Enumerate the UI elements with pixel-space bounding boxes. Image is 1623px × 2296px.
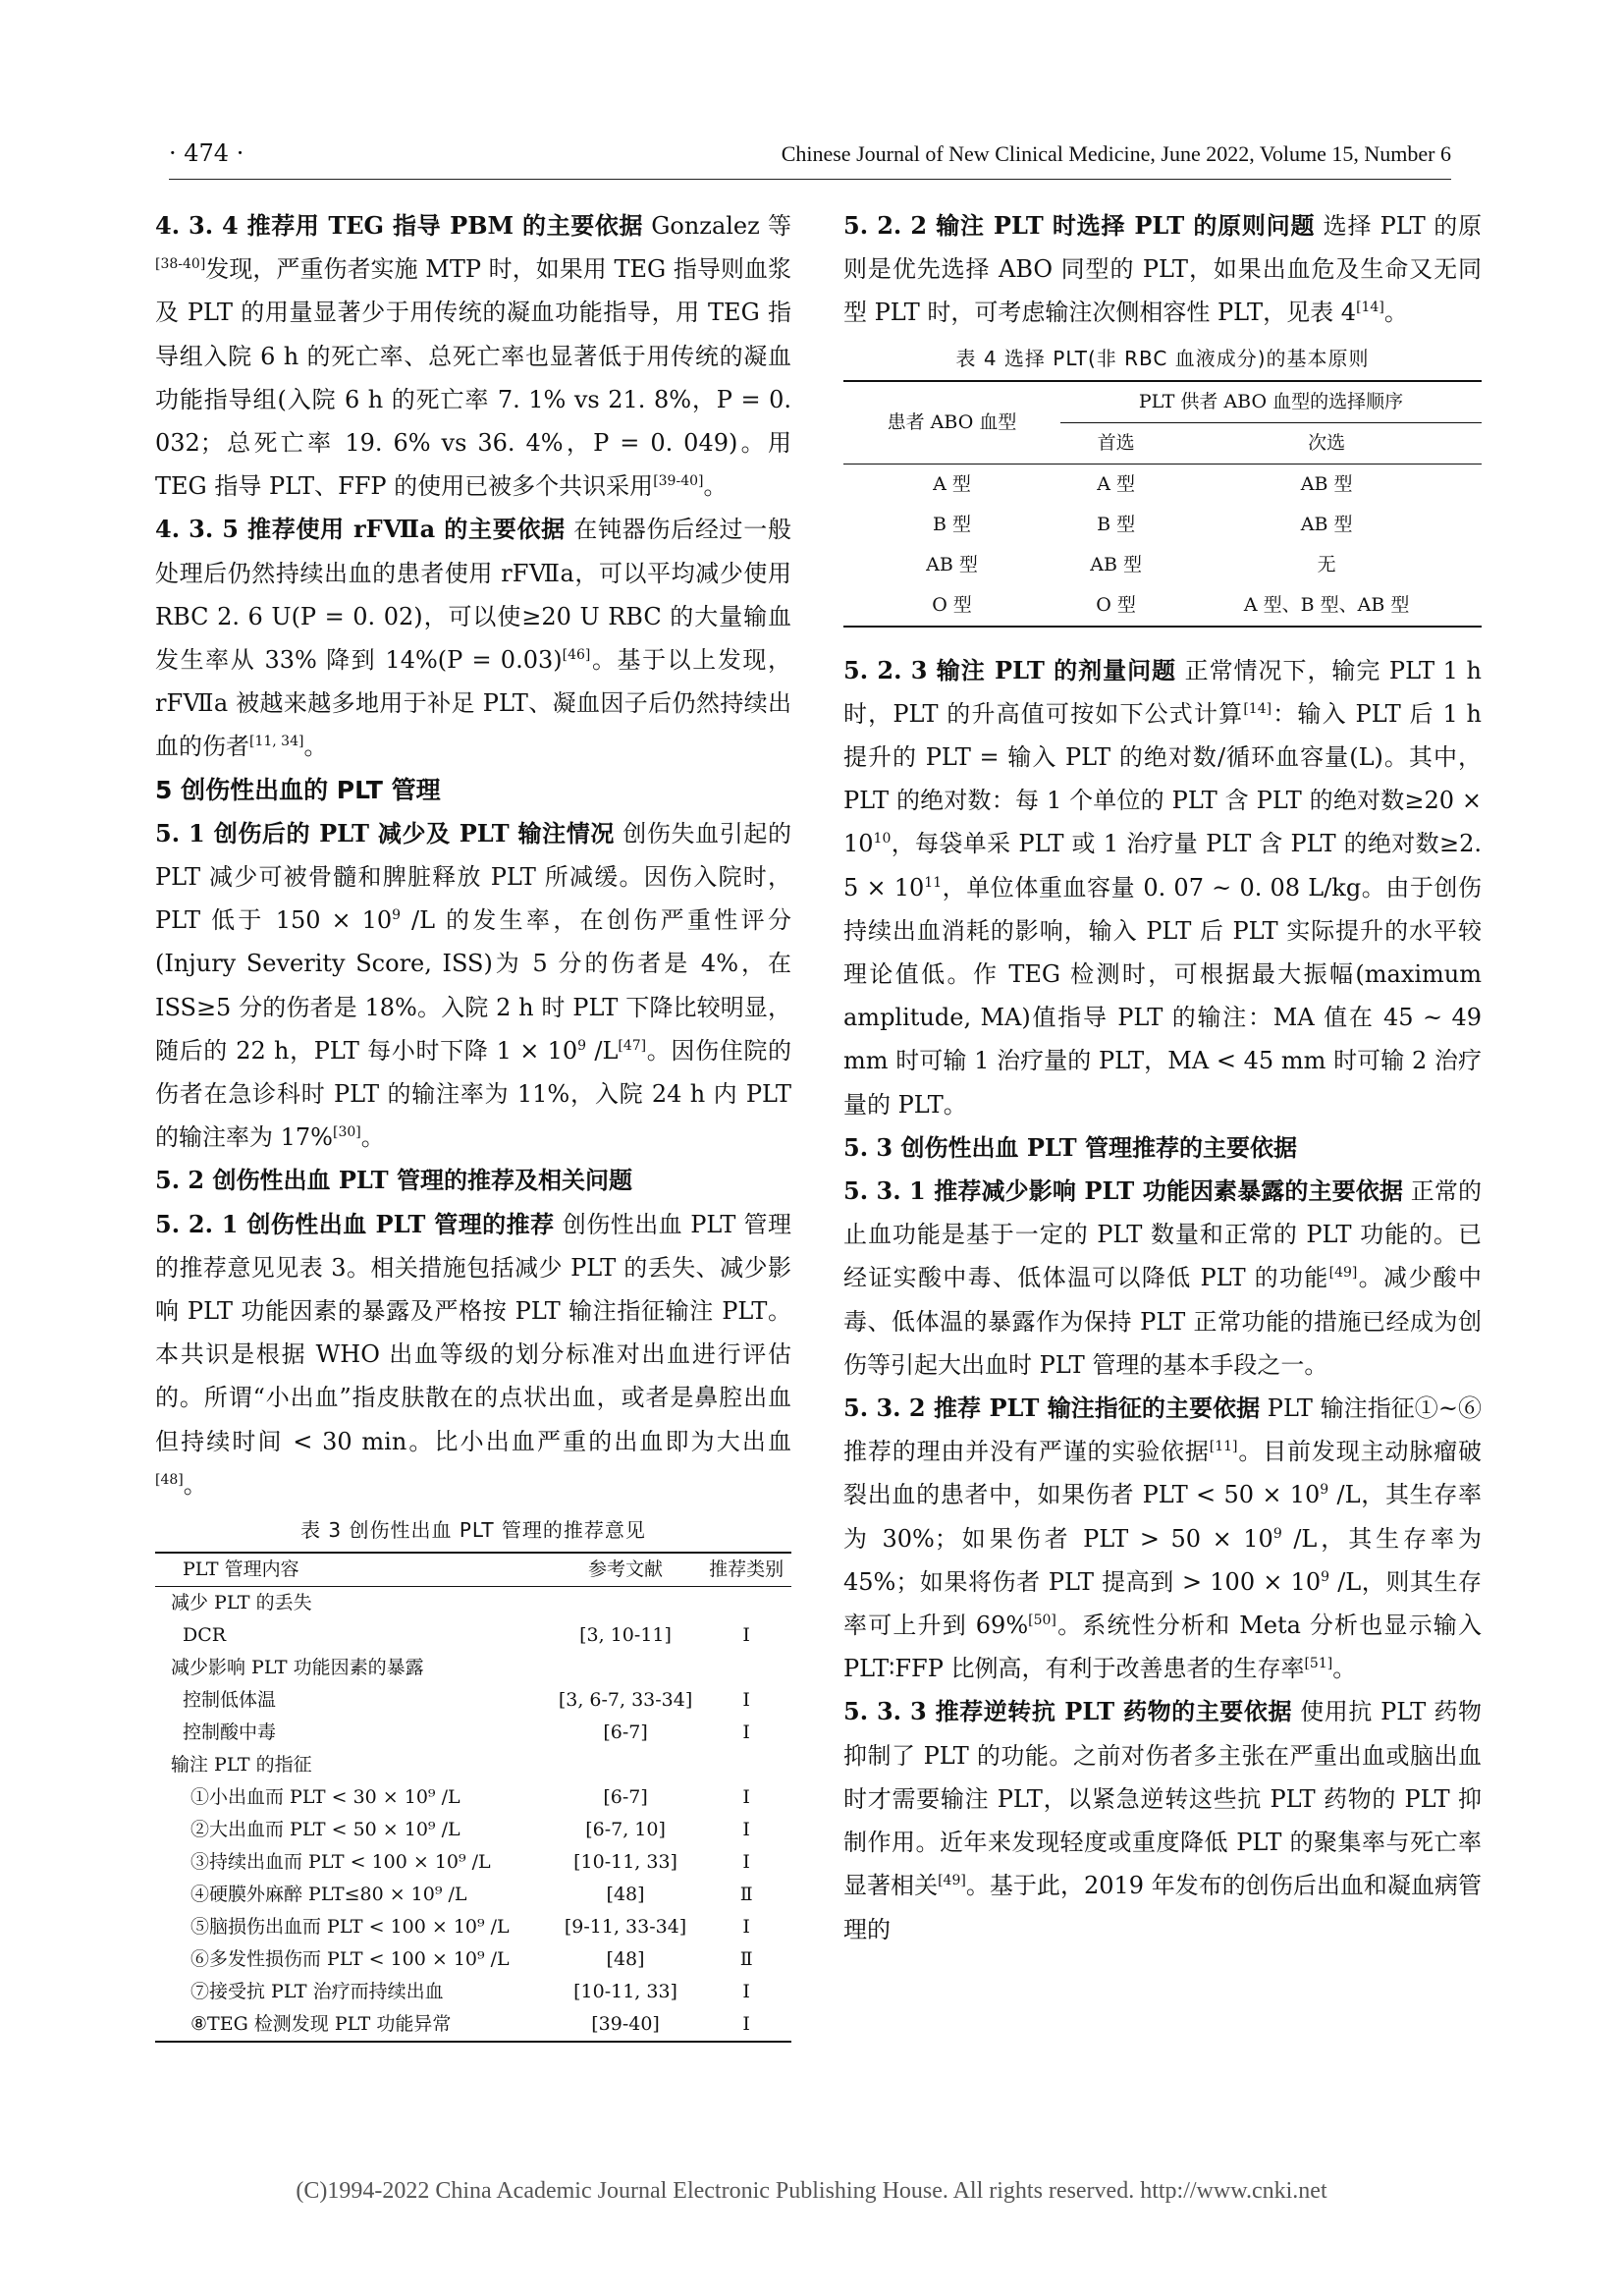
citation: [14] — [1243, 700, 1272, 717]
table-cell-reference — [550, 1652, 702, 1684]
paragraph-5-3-3 — [843, 1690, 1482, 1950]
table-cell-class: Ⅰ — [742, 1786, 750, 1809]
table-4 — [843, 380, 1482, 628]
table-cell-second-choice: AB 型 — [1300, 513, 1353, 535]
table-row — [843, 505, 1482, 545]
table-cell-reference: [48] — [606, 1884, 645, 1906]
paragraph-5-2-3 — [843, 649, 1482, 1126]
paragraph-4-3-5 — [155, 508, 791, 768]
table-cell-class: Ⅰ — [742, 1689, 750, 1712]
text: 。 — [360, 1123, 385, 1152]
superscript: 11 — [924, 874, 943, 891]
paragraph-5-3-1 — [843, 1170, 1482, 1387]
left-column — [155, 204, 791, 2043]
table-cell-reference: [6-7] — [603, 1786, 648, 1809]
table-cell-item: DCR — [183, 1624, 227, 1647]
citation: [51] — [1304, 1656, 1333, 1672]
text: /L — [586, 1036, 619, 1065]
table-cell-patient-type: AB 型 — [926, 553, 978, 575]
column-header: PLT 管理内容 — [155, 1553, 550, 1587]
text: 。 — [703, 472, 728, 501]
table-cell-class: Ⅰ — [742, 2013, 750, 2036]
subsection-heading: 5. 3. 3 推荐逆转抗 PLT 药物的主要依据 — [843, 1697, 1293, 1726]
citation: [49] — [938, 1873, 966, 1889]
table-cell-first-choice: B 型 — [1097, 513, 1136, 535]
table-cell-patient-type: A 型 — [933, 472, 971, 495]
table-row — [155, 1879, 791, 1911]
table-cell-reference: [39-40] — [591, 2013, 660, 2036]
text: 在钝器伤后经过一般处理后仍然持续出血的患者使用 rFⅦa，可以平均减少使用 RBC 2. 6 U(P = 0. 02)，可以使≥20 U RBC 的大量输血发生率从 33% 降到 14%(P = 0.03) — [155, 516, 791, 675]
column-header: 患者 ABO 血型 — [843, 381, 1060, 465]
table-cell-item: 输注 PLT 的指征 — [171, 1754, 312, 1777]
subsection-heading: 5. 3. 1 推荐减少影响 PLT 功能因素暴露的主要依据 — [843, 1176, 1403, 1206]
text: 正常情况下，输完 PLT 1 h 时，PLT 的升高值可按如下公式计算 — [843, 656, 1482, 728]
table-cell-item: ④硬膜外麻醉 PLT≤80 × 10⁹ /L — [190, 1884, 467, 1906]
text: 。基于此，2019 年发布的创伤后出血和凝血病管理的 — [843, 1872, 1482, 1943]
table-row — [155, 1911, 791, 1943]
table-cell-item: ⑤脑损伤出血而 PLT < 100 × 10⁹ /L — [190, 1916, 510, 1939]
subsection-heading: 5. 1 创伤后的 PLT 减少及 PLT 输注情况 — [155, 818, 616, 847]
superscript: 9 — [392, 907, 402, 924]
text: 。 — [1383, 299, 1408, 327]
table-row — [155, 1749, 791, 1781]
table-cell-class: Ⅱ — [739, 1948, 753, 1971]
citation: [38-40] — [155, 256, 206, 273]
table-cell-class: Ⅰ — [742, 1851, 750, 1874]
citation: [11] — [1209, 1439, 1238, 1455]
table-cell-class — [701, 1587, 791, 1620]
table-cell-class: Ⅰ — [742, 1624, 750, 1647]
table-row — [155, 1619, 791, 1652]
text: 。因伤住院的伤者在急诊科时 PLT 的输注率为 11%，入院 24 h 内 PLT 的输注率为 17% — [155, 1036, 792, 1152]
table-cell-class: Ⅰ — [742, 1819, 750, 1841]
table-3-caption: 表 3 创伤性出血 PLT 管理的推荐意见 — [300, 1518, 646, 1543]
table-4-caption: 表 4 选择 PLT(非 RBC 血液成分)的基本原则 — [955, 346, 1370, 370]
table-cell-item: ⑦接受抗 PLT 治疗而持续出血 — [190, 1981, 444, 2003]
paragraph-5-1 — [155, 812, 791, 1160]
table-cell-first-choice: O 型 — [1096, 593, 1136, 616]
table-cell-reference: [3, 10-11] — [579, 1624, 672, 1647]
subsection-heading: 5. 3. 2 推荐 PLT 输注指征的主要依据 — [843, 1394, 1261, 1423]
paragraph-4-3-4 — [155, 204, 791, 508]
superscript: 9 — [1320, 1482, 1329, 1499]
page-header — [169, 139, 1451, 180]
text: Gonzalez 等 — [643, 212, 792, 240]
subsection-heading-5-3: 5. 3 创伤性出血 PLT 管理推荐的主要依据 — [843, 1132, 1297, 1162]
table-cell-item: 控制低体温 — [183, 1689, 277, 1712]
superscript: 10 — [873, 831, 892, 847]
superscript: 9 — [1321, 1568, 1330, 1585]
table-row — [155, 1846, 791, 1879]
table-cell-reference: [3, 6-7, 33-34] — [558, 1689, 693, 1712]
column-group-header: PLT 供者 ABO 血型的选择顺序 — [1060, 381, 1482, 423]
column-header: 参考文献 — [550, 1553, 702, 1587]
table-row — [155, 1587, 791, 1620]
text: 创伤失血引起的 PLT 减少可被骨髓和脾脏释放 PLT 所减缓。因伤入院时，PLT 低于 150 × 10 — [155, 819, 791, 935]
table-cell-patient-type: B 型 — [932, 513, 971, 535]
column-header: 首选 — [1060, 422, 1171, 464]
text: 。目前发现主动脉瘤破裂出血的患者中，如果伤者 PLT < 50 × 10 — [843, 1438, 1482, 1509]
table-cell-class — [701, 1749, 791, 1781]
text: ：输入 PLT 后 1 h 提升的 PLT = 输入 PLT 的绝对数/循环血容量(L)。其中，PLT 的绝对数：每 1 个单位的 PLT 含 PLT 的绝对数≥20 × 10 — [843, 699, 1482, 858]
page-number: · 474 · — [169, 139, 244, 167]
table-header-row — [155, 1553, 791, 1587]
table-cell-item: 减少影响 PLT 功能因素的暴露 — [171, 1657, 424, 1679]
table-cell-first-choice: A 型 — [1097, 472, 1135, 495]
table-cell-reference — [550, 1749, 702, 1781]
table-cell-reference: [48] — [606, 1948, 645, 1971]
table-cell-reference: [10-11, 33] — [573, 1851, 677, 1874]
table-cell-item: ①小出血而 PLT < 30 × 10⁹ /L — [190, 1786, 460, 1809]
text: ，每袋单采 PLT 或 1 治疗量 PLT 含 PLT 的绝对数≥2. 5 × 10 — [843, 830, 1482, 902]
copyright-footer: (C)1994-2022 China Academic Journal Electronic Publishing House. All rights reserved. http://www.cnki.net — [296, 2178, 1327, 2204]
table-row — [155, 1943, 791, 1976]
superscript: 9 — [1272, 1525, 1282, 1542]
text: ，单位体重血容量 0. 07 ~ 0. 08 L/kg。由于创伤持续出血消耗的影响，输入 PLT 后 PLT 实际提升的水平较理论值低。作 TEG 检测时，可根据最大振幅(maximum amplitude, MA)值指导 PLT 的输注：MA 值在 45 ~ 49 mm 时可输 1 治疗量的 PLT，MA < 45 mm 时可输 2 治疗量的 PLT。 — [843, 873, 1482, 1119]
subsection-heading: 4. 3. 4 推荐用 TEG 指导 PBM 的主要依据 — [155, 211, 643, 240]
citation: [46] — [562, 647, 591, 664]
superscript: 9 — [577, 1037, 587, 1054]
table-cell-item: ⑧TEG 检测发现 PLT 功能异常 — [190, 2013, 452, 2036]
journal-citation: Chinese Journal of New Clinical Medicine, June 2022, Volume 15, Number 6 — [781, 141, 1451, 166]
table-row — [155, 1814, 791, 1846]
subsection-heading: 5. 2. 2 输注 PLT 时选择 PLT 的原则问题 — [843, 211, 1316, 240]
text: 选择 PLT 的原则是优先选择 ABO 同型的 PLT，如果出血危及生命又无同型 PLT 时，可考虑输注次侧相容性 PLT，见表 4 — [843, 212, 1482, 327]
table-row — [155, 2008, 791, 2042]
table-cell-reference: [6-7] — [603, 1722, 648, 1744]
table-cell-item: ②大出血而 PLT < 50 × 10⁹ /L — [190, 1819, 460, 1841]
table-row — [155, 1652, 791, 1684]
text: /L，其生存率为 30%；如果伤者 PLT > 50 × 10 — [843, 1481, 1483, 1553]
table-cell-class: Ⅰ — [742, 1981, 750, 2003]
table-cell-class: Ⅰ — [742, 1916, 750, 1939]
subsection-heading: 5. 2. 1 创伤性出血 PLT 管理的推荐 — [155, 1209, 555, 1238]
text: 。系统性分析和 Meta 分析也显示输入 PLT∶FFP 比例高，有利于改善患者的生存率 — [843, 1612, 1482, 1683]
subsection-heading: 4. 3. 5 推荐使用 rFⅦa 的主要依据 — [155, 515, 566, 544]
table-cell-class: Ⅰ — [742, 1722, 750, 1744]
citation: [49] — [1328, 1265, 1358, 1282]
table-3 — [155, 1552, 791, 2043]
table-cell-item: ⑥多发性损伤而 PLT < 100 × 10⁹ /L — [190, 1948, 510, 1971]
table-cell-reference: [6-7, 10] — [585, 1819, 666, 1841]
text: 。 — [183, 1470, 207, 1499]
table-cell-item: ③持续出血而 PLT < 100 × 10⁹ /L — [190, 1851, 491, 1874]
citation: [48] — [155, 1471, 184, 1488]
citation: [11, 34] — [249, 734, 304, 750]
subsection-heading-5-2: 5. 2 创伤性出血 PLT 管理的推荐及相关问题 — [155, 1166, 632, 1195]
table-row — [843, 545, 1482, 585]
right-column — [843, 204, 1482, 1951]
text: /L，则其生存率可上升到 69% — [843, 1567, 1482, 1640]
table-cell-second-choice: AB 型 — [1300, 472, 1353, 495]
table-cell-second-choice: A 型、B 型、AB 型 — [1243, 593, 1410, 616]
table-row — [155, 1781, 791, 1814]
text: 。减少酸中毒、低体温的暴露作为保持 PLT 正常功能的措施已经成为创伤等引起大出血时 PLT 管理的基本手段之一。 — [843, 1264, 1482, 1379]
table-row — [155, 1976, 791, 2008]
citation: [39-40] — [653, 473, 704, 490]
citation: [47] — [618, 1037, 647, 1054]
column-header: 推荐类别 — [701, 1553, 791, 1587]
paragraph-5-2-2 — [843, 204, 1482, 335]
table-cell-class — [701, 1652, 791, 1684]
table-cell-reference: [10-11, 33] — [573, 1981, 677, 2003]
table-cell-class: Ⅱ — [739, 1884, 753, 1906]
subsection-heading: 5. 2. 3 输注 PLT 的剂量问题 — [843, 655, 1177, 684]
text: 创伤性出血 PLT 管理的推荐意见见表 3。相关措施包括减少 PLT 的丢失、减少影响 PLT 功能因素的暴露及严格按 PLT 输注指征输注 PLT。本共识是根据 WHO 出血等级的划分标准对出血进行评估的。所谓“小出血”指皮肤散在的点状出血，或者是鼻腔出血但持续时间 < 30 min。比小出血严重的出血即为大出血 — [155, 1210, 791, 1455]
text: /L 的发生率，在创伤严重性评分(Injury Severity Score, ISS)为 5 分的伤者是 4%，在 ISS≥5 分的伤者是 18%。入院 2 h 时 PLT 下降比较明显，随后的 22 h，PLT 每小时下降 1 × 10 — [155, 906, 792, 1065]
section-heading-5: 5 创伤性出血的 PLT 管理 — [155, 775, 441, 804]
table-cell-reference — [550, 1587, 702, 1620]
table-row — [155, 1717, 791, 1749]
table-header-row — [843, 381, 1482, 423]
table-cell-item: 减少 PLT 的丢失 — [171, 1592, 312, 1614]
text: /L，其生存率为 45%；如果将伤者 PLT 提高到 > 100 × 10 — [843, 1524, 1482, 1596]
text: 。 — [1332, 1655, 1357, 1683]
text: PLT 输注指征①~⑥推荐的理由并没有严谨的实验依据 — [843, 1394, 1482, 1466]
table-cell-reference: [9-11, 33-34] — [564, 1916, 687, 1939]
citation: [30] — [332, 1124, 361, 1141]
table-cell-patient-type: O 型 — [932, 593, 972, 616]
table-3-body — [155, 1587, 791, 2043]
paragraph-5-2-1 — [155, 1203, 791, 1506]
text: 发现，严重伤者实施 MTP 时，如果用 TEG 指导则血浆及 PLT 的用量显著少于用传统的凝血功能指导，用 TEG 指导组入院 6 h 的死亡率、总死亡率也显著低于用传统的凝血功能指导组(入院 6 h 的死亡率 7. 1% vs 21. 8%，P = 0. 032；总死亡率 19. 6% vs 36. 4%，P = 0. 049)。用 TEG 指导 PLT、FFP 的使用已被多个共识采用 — [155, 255, 791, 501]
citation: [50] — [1028, 1613, 1056, 1629]
citation: [14] — [1356, 300, 1384, 316]
table-row — [843, 464, 1482, 505]
table-4-body — [843, 464, 1482, 627]
table-cell-second-choice: 无 — [1317, 553, 1336, 575]
table-cell-first-choice: AB 型 — [1090, 553, 1142, 575]
text: 。基于以上发现，rFⅦa 被越来越多地用于补足 PLT、凝血因子后仍然持续出血的伤者 — [155, 646, 791, 761]
table-row — [155, 1684, 791, 1717]
text: 正常的止血功能是基于一定的 PLT 数量和正常的 PLT 功能的。已经证实酸中毒、低体温可以降低 PLT 的功能 — [843, 1177, 1482, 1292]
text: 使用抗 PLT 药物抑制了 PLT 的功能。之前对伤者多主张在严重出血或脑出血时才需要输注 PLT，以紧急逆转这些抗 PLT 药物的 PLT 抑制作用。近年来发现轻度或重度降低 PLT 的聚集率与死亡率显著相关 — [843, 1698, 1482, 1900]
text: 。 — [303, 733, 328, 761]
table-row — [843, 585, 1482, 627]
column-header: 次选 — [1171, 422, 1482, 464]
paragraph-5-3-2 — [843, 1387, 1482, 1690]
table-cell-item: 控制酸中毒 — [183, 1722, 277, 1744]
